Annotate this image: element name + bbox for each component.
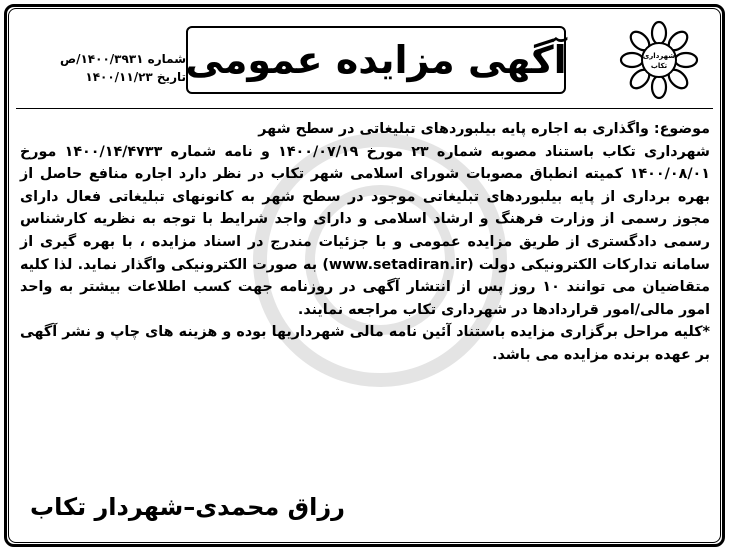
reference-number: شماره ۱۴۰۰/۳۹۳۱/ص — [59, 52, 186, 66]
notice-body — [20, 118, 710, 367]
municipality-logo-icon — [619, 20, 699, 100]
header — [16, 16, 713, 106]
signature: رزاق محمدی–شهردار تکاب — [30, 493, 345, 521]
title-box — [186, 26, 566, 94]
logo-line1: شهرداری — [642, 52, 676, 60]
footnote: *کلیه مراحل برگزاری مزایده باستناد آئین نامه مالی شهرداریها بوده و هزینه های چاپ و نشر آگهی بر عهده برنده مزایده می باشد. — [20, 324, 710, 363]
header-divider — [16, 108, 713, 109]
subject-line: موضوع: واگذاری به اجاره پایه بیلبوردهای تبلیغاتی در سطح شهر — [258, 121, 710, 137]
logo-line2: تکاب — [650, 62, 668, 70]
reference-date: تاریخ ۱۴۰۰/۱۱/۲۳ — [85, 70, 186, 84]
main-paragraph: شهرداری تکاب باستناد مصوبه شماره ۲۳ مورخ ۱۴۰۰/۰۷/۱۹ و نامه شماره ۱۴۰۰/۱۴/۴۷۳۳ مورخ ۱۴۰۰/۰۸/۰۱ کمیته انطباق مصوبات شورای اسلامی شهر تکاب در نظر دارد اجاره منافع حاصل از بهره برداری از پایه بیلبوردهای تبلیغاتی موجود در سطح شهر به کانونهای تبلیغاتی فعال دارای مجوز رسمی از وزارت فرهنگ و ارشاد اسلامی و دارای واجد شرایط با توجه به نظریه کارشناس رسمی دادگستری از طریق مزایده عمومی و با جزئیات مندرج در اسناد مزایده ، با بهره گیری از سامانه تدارکات الکترونیکی دولت (www.setadiran.ir) به صورت الکترونیکی واگذار نماید. لذا کلیه متقاضیان می توانند ۱۰ روز پس از انتشار آگهی در روزنامه جهت کسب اطلاعات بیشتر به واحد امور مالی/امور قراردادها در شهرداری تکاب مراجعه نمایند. — [20, 143, 710, 318]
page-title: آگهی مزایده عمومی — [185, 38, 567, 82]
reference-info — [16, 50, 186, 86]
